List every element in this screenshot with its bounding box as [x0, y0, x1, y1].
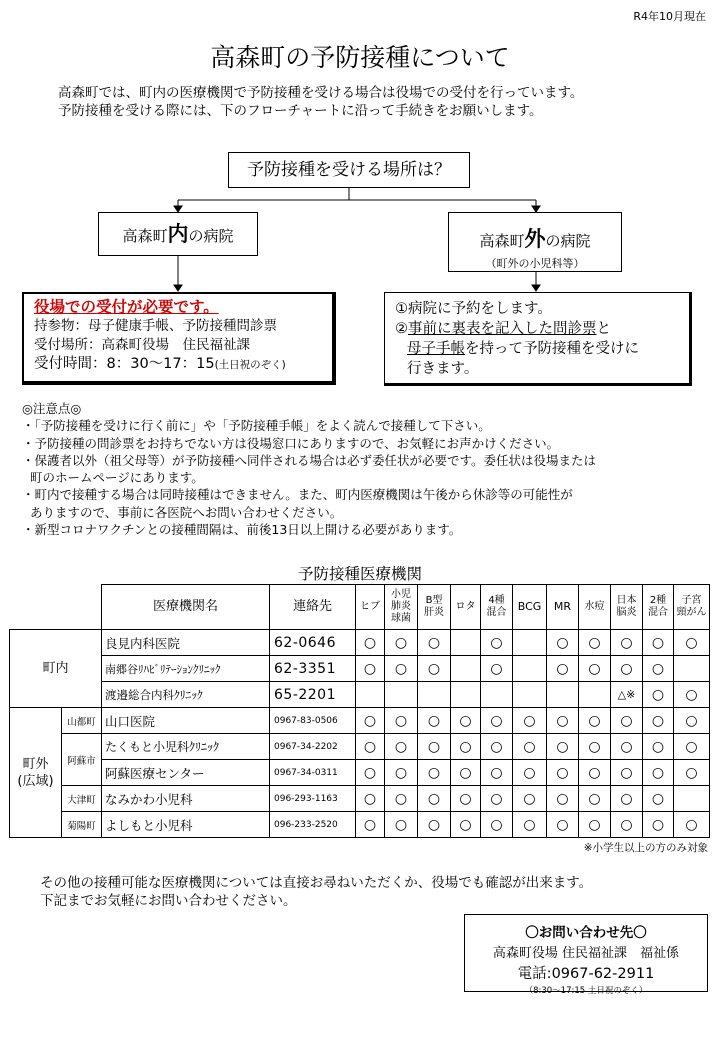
inside-label-post: の病院	[188, 227, 234, 245]
closing-line: 下記までお気軽にお問い合わせください。	[40, 893, 297, 909]
vaccine-mark: ○	[643, 630, 674, 656]
vaccine-mark	[513, 682, 547, 708]
vaccine-mark: ○	[547, 708, 579, 734]
vaccine-mark	[451, 630, 481, 656]
table-header-row	[10, 585, 710, 630]
vaccine-mark: ○	[513, 734, 547, 760]
vaccine-mark: ○	[579, 760, 611, 786]
vaccine-mark: ○	[451, 812, 481, 838]
vaccine-mark	[674, 786, 710, 812]
header-vaccine: B型 肝炎	[418, 585, 451, 630]
institution-name: たくもと小児科ｸﾘﾆｯｸ	[102, 734, 270, 760]
vaccine-mark: ○	[643, 760, 674, 786]
area-outside: 町外 (広域)	[10, 708, 62, 838]
vaccine-mark: ○	[385, 656, 418, 682]
header-vaccine: ロタ	[451, 585, 481, 630]
vaccine-mark: ○	[385, 760, 418, 786]
vaccine-mark: ○	[643, 682, 674, 708]
vaccine-mark: ○	[356, 812, 385, 838]
vaccine-mark: ○	[643, 812, 674, 838]
vaccine-mark: ○	[418, 760, 451, 786]
page-title: 高森町の予防接種について	[210, 43, 510, 72]
vaccine-mark	[674, 656, 710, 682]
table-row	[10, 656, 710, 682]
vaccine-mark: ○	[356, 656, 385, 682]
vaccine-mark: ○	[611, 734, 643, 760]
closing-line: その他の接種可能な医療機関については直接お尋ねいただくか、役場でも確認が出来ます。	[40, 875, 593, 891]
table-row	[10, 786, 710, 812]
vaccine-mark	[481, 682, 513, 708]
vaccine-mark: ○	[674, 760, 710, 786]
contact-box	[464, 914, 708, 996]
institution-name: よしもと小児科	[102, 812, 270, 838]
header-vaccine: MR	[547, 585, 579, 630]
header-vaccine: 日本 脳炎	[611, 585, 643, 630]
note-item-cont: ありますので、事前に各医院へお問い合わせください。	[30, 504, 343, 520]
vaccine-mark: ○	[547, 734, 579, 760]
vaccine-mark: ○	[579, 812, 611, 838]
institution-name: 南郷谷ﾘﾊﾋﾞﾘﾃｰｼｮﾝｸﾘﾆｯｸ	[102, 656, 270, 682]
inside-hours: 受付時間：8：30～17：15	[34, 356, 215, 372]
header-vaccine: ヒブ	[356, 585, 385, 630]
intro-line: 高森町では、町内の医療機関で予防接種を受ける場合は役場での受付を行っています。	[58, 85, 584, 101]
vaccine-mark: ○	[611, 656, 643, 682]
header-corner	[10, 585, 102, 630]
table-row	[10, 760, 710, 786]
vaccine-mark: ○	[643, 656, 674, 682]
vaccine-mark: ○	[643, 734, 674, 760]
institution-tel: 0967-83-0506	[270, 708, 356, 734]
institution-tel: 0967-34-0311	[270, 760, 356, 786]
header-vaccine: 小児 肺炎 球菌	[385, 585, 418, 630]
header-vaccine: BCG	[513, 585, 547, 630]
vaccine-mark: ○	[481, 708, 513, 734]
vaccine-mark: ○	[418, 630, 451, 656]
vaccine-mark: ○	[385, 734, 418, 760]
medical-institutions-table	[9, 584, 710, 838]
vaccine-mark: ○	[674, 708, 710, 734]
vaccine-mark: ○	[547, 812, 579, 838]
header-name: 医療機関名	[102, 585, 270, 630]
step2-underline-2: 母子手帳	[407, 341, 465, 357]
vaccine-mark: ○	[385, 812, 418, 838]
header-vaccine: 子宮 頸がん	[674, 585, 710, 630]
note-item: ・新型コロナワクチンとの接種間隔は、前後13日以上開ける必要があります。	[22, 522, 462, 538]
institution-tel: 0967-34-2202	[270, 734, 356, 760]
vaccine-mark: ○	[674, 812, 710, 838]
vaccine-mark: ○	[451, 708, 481, 734]
vaccine-mark: ○	[674, 734, 710, 760]
institution-name: 渡邉総合内科ｸﾘﾆｯｸ	[102, 682, 270, 708]
institution-tel: 62-3351	[270, 656, 356, 682]
institution-name: 阿蘇医療センター	[102, 760, 270, 786]
institution-name: 山口医院	[102, 708, 270, 734]
vaccine-mark: ○	[481, 760, 513, 786]
outside-label-sub: （町外の小児科等）	[485, 257, 585, 270]
inside-place: 受付場所：高森町役場 住民福祉課	[34, 337, 250, 353]
outside-label-emph: 外	[524, 227, 546, 251]
vaccine-mark	[513, 656, 547, 682]
notes-section	[22, 400, 712, 538]
vaccine-mark	[356, 682, 385, 708]
vaccine-mark	[579, 682, 611, 708]
vaccine-mark: ○	[513, 786, 547, 812]
table-row	[10, 734, 710, 760]
contact-hours: （8:30～17:15 土日祝のぞく）	[524, 986, 648, 996]
vaccine-mark: ○	[547, 656, 579, 682]
vaccine-mark: ○	[451, 786, 481, 812]
vaccine-mark: ○	[547, 760, 579, 786]
vaccine-mark: ○	[579, 630, 611, 656]
vaccine-mark: ○	[385, 786, 418, 812]
flow-question-box: 予防接種を受ける場所は？	[228, 152, 470, 188]
vaccine-mark: ○	[385, 708, 418, 734]
vaccine-mark: ○	[481, 630, 513, 656]
institution-tel: 62-0646	[270, 630, 356, 656]
vaccine-mark: ○	[643, 786, 674, 812]
vaccine-mark: ○	[451, 760, 481, 786]
area-inside: 町内	[10, 630, 102, 708]
outside-step2	[395, 319, 689, 339]
subarea-kikuyo: 菊陽町	[62, 812, 102, 838]
vaccine-mark: ○	[418, 708, 451, 734]
outside-label	[449, 223, 621, 253]
header-tel: 連絡先	[270, 585, 356, 630]
vaccine-mark: ○	[513, 812, 547, 838]
subarea-aso: 阿蘇市	[62, 734, 102, 786]
vaccine-mark: ○	[385, 630, 418, 656]
vaccine-mark	[451, 682, 481, 708]
outside-step2-end: 行きます。	[407, 361, 479, 377]
step2-rest: を持って予防接種を受けに	[465, 341, 639, 357]
date-label: R4年10月現在	[633, 10, 706, 23]
vaccine-mark: ○	[674, 682, 710, 708]
header-vaccine: 水痘	[579, 585, 611, 630]
vaccine-mark: ○	[418, 786, 451, 812]
institution-tel: 096-293-1163	[270, 786, 356, 812]
outside-detail-box	[384, 292, 692, 386]
vaccine-mark: ○	[611, 760, 643, 786]
inside-label-pre: 高森町	[122, 227, 168, 245]
note-item: ・「予防接種を受けに行く前に」や「予防接種手帳」をよく読んで接種して下さい。	[22, 418, 491, 434]
inside-headline: 役場での受付が必要です。	[34, 298, 219, 316]
vaccine-mark: ○	[418, 656, 451, 682]
inside-label-emph: 内	[167, 222, 189, 246]
step2-text: と	[596, 321, 611, 337]
flow-outside-box	[448, 212, 622, 272]
vaccine-mark: ○	[481, 656, 513, 682]
header-vaccine: 4種 混合	[481, 585, 513, 630]
vaccine-mark: ○	[547, 630, 579, 656]
note-item: ・保護者以外（祖父母等）が予防接種へ同伴される場合は必ず委任状が必要です。委任状は役場または	[22, 452, 597, 468]
vaccine-mark: △※	[611, 682, 643, 708]
vaccine-mark: ○	[356, 786, 385, 812]
contact-phone: 電話:0967-62-2911	[517, 966, 655, 982]
table-row	[10, 708, 710, 734]
vaccine-mark	[547, 682, 579, 708]
vaccine-mark: ○	[356, 760, 385, 786]
vaccine-mark: ○	[579, 708, 611, 734]
inside-detail-box	[22, 292, 336, 385]
inside-hours-line	[34, 355, 332, 375]
vaccine-mark: ○	[611, 786, 643, 812]
table-footnote: ※小学生以上の方のみ対象	[583, 842, 708, 854]
subarea-yamato: 山都町	[62, 708, 102, 734]
outside-step1: ①病院に予約をします。	[395, 301, 552, 317]
vaccine-mark: ○	[481, 786, 513, 812]
step2-num: ②	[395, 321, 408, 337]
vaccine-mark: ○	[674, 630, 710, 656]
vaccine-mark: ○	[579, 656, 611, 682]
vaccine-mark: ○	[611, 630, 643, 656]
vaccine-mark	[451, 656, 481, 682]
vaccine-mark: ○	[611, 708, 643, 734]
inside-hours-note: (土日祝のぞく)	[214, 359, 286, 371]
vaccine-mark: ○	[356, 734, 385, 760]
vaccine-mark: ○	[418, 812, 451, 838]
vaccine-mark	[513, 630, 547, 656]
subarea-ozu: 大津町	[62, 786, 102, 812]
header-vaccine: 2種 混合	[643, 585, 674, 630]
contact-dept: 高森町役場 住民福祉課 福祉係	[492, 946, 680, 961]
step2-underline-1: 事前に裏表を記入した問診票	[408, 321, 597, 337]
note-item: ・町内で接種する場合は同時接種はできません。また、町内医療機関は午後から休診等の可能性が	[22, 487, 573, 503]
notes-heading: ◎注意点◎	[22, 401, 82, 416]
contact-heading: 〇お問い合わせ先〇	[525, 925, 647, 941]
vaccine-mark: ○	[481, 812, 513, 838]
table-row	[10, 682, 710, 708]
vaccine-mark: ○	[513, 760, 547, 786]
vaccine-mark: ○	[579, 786, 611, 812]
outside-step2-cont	[395, 339, 689, 359]
closing-text	[40, 874, 592, 910]
vaccine-mark: ○	[579, 734, 611, 760]
intro-line: 予防接種を受ける際には、下のフローチャートに沿って手続きをお願いします。	[58, 103, 543, 119]
vaccine-mark	[418, 682, 451, 708]
vaccine-mark: ○	[547, 786, 579, 812]
flow-inside-box	[98, 212, 258, 256]
institution-tel: 096-233-2520	[270, 812, 356, 838]
institution-name: なみかわ小児科	[102, 786, 270, 812]
outside-label-pre: 高森町	[479, 232, 525, 250]
table-row	[10, 812, 710, 838]
institution-tel: 65-2201	[270, 682, 356, 708]
vaccine-mark: ○	[451, 734, 481, 760]
vaccine-mark: ○	[611, 812, 643, 838]
institution-name: 良見内科医院	[102, 630, 270, 656]
note-item: ・予防接種の問診票をお持ちでない方は役場窓口にありますので、お気軽にお声かけください。	[22, 435, 560, 451]
table-title: 予防接種医療機関	[297, 565, 422, 583]
vaccine-mark: ○	[356, 630, 385, 656]
vaccine-mark: ○	[643, 708, 674, 734]
vaccine-mark	[385, 682, 418, 708]
inside-items: 持参物：母子健康手帳、予防接種問診票	[34, 318, 277, 334]
table-row	[10, 630, 710, 656]
vaccine-mark: ○	[356, 708, 385, 734]
note-item-cont: 町のホームページにあります。	[30, 470, 204, 486]
vaccine-mark: ○	[418, 734, 451, 760]
vaccine-mark: ○	[513, 708, 547, 734]
outside-label-post: の病院	[545, 232, 591, 250]
vaccine-mark: ○	[481, 734, 513, 760]
